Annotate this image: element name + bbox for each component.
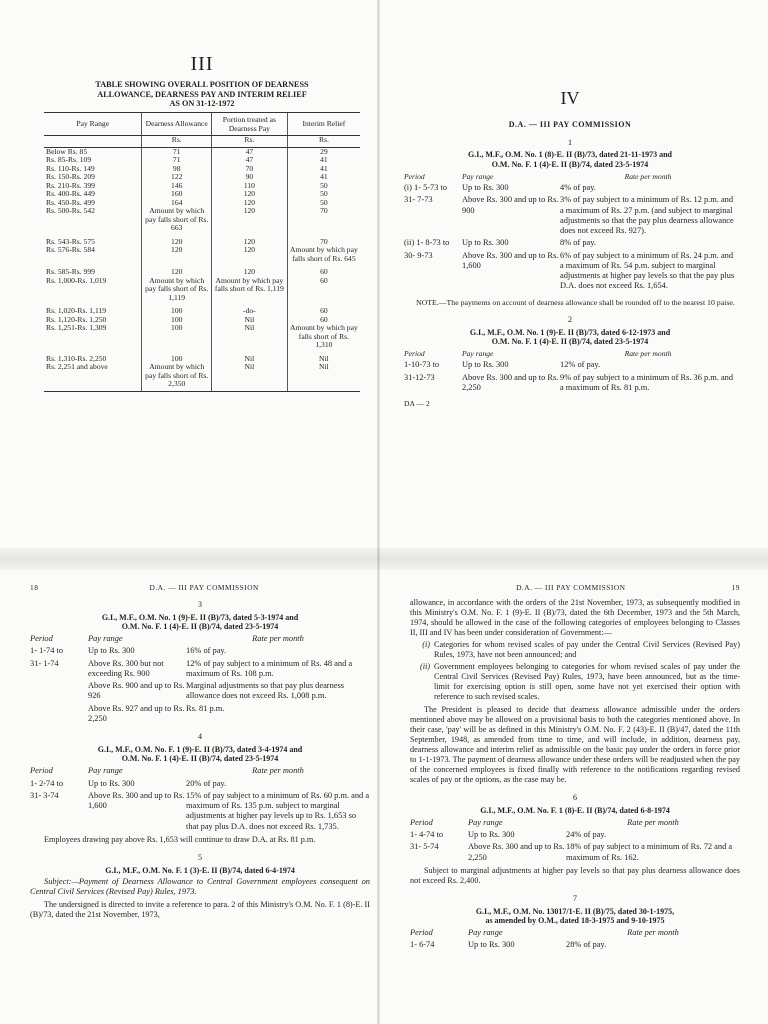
table-cell: Rs. 1,000-Rs. 1,019 [46,275,107,285]
table-header-row [44,112,360,136]
period-cell: 1- 1-74 to [30,646,64,656]
page-18 [30,583,370,1024]
rate-row [410,842,740,863]
table-cell: 120 [211,207,287,233]
page-number: 19 [731,583,740,592]
order-reference: G.I., M.F., O.M. No. 1 (8)-E. II (B)/73, dated 21-11-1973 and O.M. No. F. 1 (4)-E. II (B)/74, dated 23-5-1974 [468,150,672,169]
annex-iv-numeral: IV [560,88,580,108]
order-reference: G.I., M.F., O.M. No. F. 1 (8)-E. II (B)/74, dated 6-8-1974 [480,805,670,815]
table-row [44,263,360,277]
pay-range-cell: Above Rs. 300 and up to Rs. 1,600 [88,790,185,811]
pay-range-cell: Above Rs. 300 and up to Rs. 2,250 [468,842,565,862]
rate-row [404,251,736,292]
table-cell: 41 [287,156,360,165]
rate-cell: 9% of pay subject to a minimum of Rs. 36 p.m. and a maximum of Rs. 81 p.m. [560,372,734,392]
body-paragraph: The undersigned is directed to invite a reference to para. 2 of this Ministry's O.M. No. F. 1 (8)-E. II (B)/73, dated the 21st November, 1973, [30,900,370,920]
rate-row [404,373,736,394]
order-reference: G.I., M.F., O.M. No. 1 (9)-E. II (B)/73, dated 5-3-1974 and O.M. No. F. 1 (4)-E. II (B)/74, dated 23-5-1974 [101,612,299,631]
table-cell: 120 [211,190,287,199]
table-cell: 120 [211,233,287,247]
order-reference: G.I., M.F., O.M. No. 1 (9)-E. II (B)/73, dated 6-12-1973 and O.M. No. F. 1 (4)-E. II (B)/74, dated 23-5-1974 [469,327,671,347]
section-number: 1 [568,137,572,147]
period-cell: 30- 9-73 [404,250,433,260]
table-cell: 100 [142,324,212,350]
rate-cell: 18% of pay subject to a minimum of Rs. 72 and a maximum of Rs. 162. [566,842,733,862]
rate-column-headers: Period Pay range Rate per month [404,171,672,181]
table-cell: Amount by which pay falls short of Rs. 645 [287,246,360,263]
table-cell: 41 [287,173,360,182]
page-fold-horizontal [0,548,768,570]
running-title: D.A. — III PAY COMMISSION [149,583,259,592]
rate-row [30,791,370,832]
table-cell: 60 [287,277,360,303]
period-cell: 1- 6-74 [410,940,435,950]
rate-rows [30,646,370,724]
page-footer-mark: DA — 2 [404,399,430,409]
col-interim-relief: Interim Relief [287,112,360,136]
table-cell: Amount by which pay falls short of Rs. 1,119 [211,277,287,303]
table-cell: Rs. 2,251 and above [44,363,142,391]
rate-cell: 15% of pay subject to a minimum of Rs. 60 p.m. and a maximum of Rs. 135 p.m. subject to marginal adjustments at higher pay levels up to Rs. 1,653 so that pay plus D.A. does not exceed Rs. 1,735. [186,790,370,831]
rate-cell: 28% of pay. [566,940,607,950]
pay-range-cell: Above Rs. 300 and up to Rs. 2,250 [462,372,559,392]
section-number: 3 [198,600,202,610]
section-number: 6 [573,793,577,803]
order-reference: G.I., M.F., O.M. No. 13017/1-E. II (B)/75, dated 30-1-1975, as amended by O.M., dated 18-3-1975 and 9-10-1975 [475,906,675,925]
table-cell: -do- [211,302,287,316]
period-cell: 1-10-73 to [404,360,440,370]
period-cell: 31- 3-74 [30,790,59,800]
subject-line: Subject:—Payment of Dearness Allowance to Central Government employees consequent on Central Civil Services (Revised Pay) Rules, 1973. [30,876,370,896]
period-cell: 1- 2-74 to [30,778,64,788]
page-19 [410,583,740,1024]
period-cell [30,681,88,702]
table-cell: Rs. 585-Rs. 999 [46,267,95,277]
rate-rows [30,779,370,832]
table-cell: 60 [287,263,360,277]
rate-cell: 8% of pay. [560,238,596,248]
pay-range-cell: Up to Rs. 300 [462,183,509,193]
table-row [44,350,360,364]
da-position-table [44,112,360,392]
table-cell: 71 [142,147,212,156]
units-row: Rs. Rs. Rs. [44,136,360,148]
table-cell: 50 [287,199,360,208]
col-dearness-allowance: Dearness Allowance [142,112,212,136]
running-header [410,583,740,592]
pay-range-cell: Above Rs. 900 and up to Rs. 926 [88,681,185,701]
rate-cell: 3% of pay subject to a minimum of Rs. 12 p.m. and a maximum of Rs. 27 p.m. (and subject to marginal adjustments so that the pay plus dearness allowance does not exceed Rs. 927). [560,195,734,236]
rate-cell: 24% of pay. [566,830,607,840]
body-paragraph: The President is pleased to decide that dearness allowance admissible under the orders mentioned above may be allowed on a provisional basis to both the categories mentioned above. In their case, 'pay' will be as defined in this Ministry's O.M. No. F. 2 (43)-E. II (B)/47, dated the 11th September, 1948, as amended from time to time, and will include, in addition, dearness pay, dearness allowance and interim relief as admissible on the basic pay under the orders in force prior to 1-1-1973. The payment of dearness allowance under these orders will be readjusted when the pay of the concerned employees is fixed finally with reference to the notifications regarding revised scales of pay or the options, as the case may be. [410,705,740,785]
table-cell: Nil [211,316,287,325]
table-cell: Rs. 576-Rs. 584 [46,245,95,255]
rate-column-headers: Period Pay range Rate per month [404,349,672,359]
table-cell: 164 [142,199,212,208]
table-cell: 60 [287,316,360,325]
col-dearness-pay: Portion treated as Dearness Pay [211,112,287,136]
table-cell: Rs. 543-Rs. 575 [46,236,95,246]
rate-rows [404,360,736,393]
rate-row [404,183,736,193]
rate-row [410,830,740,840]
table-cell: 70 [287,233,360,247]
pay-range-cell: Up to Rs. 300 [462,360,509,370]
annex-iv-page [404,88,736,538]
section-number: 7 [573,893,577,903]
table-cell: 71 [142,156,212,165]
body-paragraph: allowance, in accordance with the orders of the 21st November, 1973, as subsequently modified in this Ministry's O.M. No. F. 1 (9)-E. II (B)/73, dated the 6th December, 1973 and the 5th March, 1974, should be allowed in the case of the following categories of employees belonging to Classes II, III and IV has been under consideration of Government:— [410,598,740,638]
period-cell: 31- 1-74 [30,658,59,668]
rate-column-headers: Period Pay range Rate per month [410,817,679,827]
table-cell: 100 [142,316,212,325]
col-pay-range: Pay Range [44,112,142,136]
table-cell: 60 [287,302,360,316]
table-cell: 122 [142,173,212,182]
annex-iii-numeral: III [190,53,214,75]
table-cell: 120 [211,246,287,263]
rate-column-headers: Period Pay range Rate per month [30,766,304,776]
table-cell: Rs. 450-Rs. 499 [46,197,95,207]
table-cell: Amount by which pay falls short of Rs. 1,119 [142,277,212,303]
table-cell: 50 [287,190,360,199]
order-reference: G.I., M.F., O.M. No. F. 1 (9)-E. II (B)/73, dated 3-4-1974 and O.M. No. F. 1 (4)-E. II (B)/74, dated 23-5-1974 [97,744,303,764]
table-cell: Nil [287,363,360,391]
period-cell: (ii) 1- 8-73 to [404,238,450,248]
table-cell: 70 [211,165,287,174]
period-cell [30,704,88,725]
rate-row [30,681,370,702]
table-cell: Rs. 400-Rs. 449 [46,189,95,199]
table-cell: Rs. 1,020-Rs. 1,119 [46,306,107,316]
rate-row [30,646,370,656]
table-cell: Rs. 1,120-Rs. 1,250 [46,314,107,324]
section-number: 4 [198,732,202,742]
pay-range-cell: Above Rs. 300 and up to Rs. 1,600 [462,250,559,270]
table-cell: 41 [287,165,360,174]
section-number: 2 [568,315,572,325]
table-cell: Rs. 210-Rs. 399 [46,180,95,190]
annex-iii-page [44,52,360,522]
table-row [44,246,360,263]
page-number: 18 [30,583,39,592]
table-row [44,302,360,316]
table-cell: 70 [287,207,360,233]
table-cell: Rs. 110-Rs. 149 [46,163,95,173]
rate-rows [410,830,740,863]
period-cell: (i) 1- 5-73 to [404,183,448,193]
rate-row [30,659,370,680]
rate-row [30,779,370,789]
table-cell: 100 [142,302,212,316]
rate-cell: 16% of pay. [186,646,227,656]
pay-range-cell: Up to Rs. 300 [88,646,135,656]
table-row [44,363,360,391]
rate-cell: Marginal adjustments so that pay plus dearness allowance does not exceed Rs. 1,008 p.m. [186,681,345,701]
pay-range-cell: Above Rs. 927 and up to Rs. 2,250 [88,703,185,723]
pay-range-cell: Up to Rs. 300 [468,830,515,840]
running-header [30,583,370,592]
section-note: Employees drawing pay above Rs. 1,653 will continue to draw D.A. at Rs. 81 p.m. [44,834,316,844]
table-cell: Nil [211,363,287,391]
table-cell: Amount by which pay falls short of Rs. 2,350 [142,363,212,391]
period-cell: 31- 5-74 [410,842,439,852]
table-cell: Rs. 1,310-Rs. 2,250 [46,353,107,363]
rate-cell: 20% of pay. [186,778,227,788]
table-cell: 110 [211,182,287,191]
table-row [44,233,360,247]
table-cell: 160 [142,190,212,199]
rate-cell: 6% of pay subject to a minimum of Rs. 24 p.m. and a maximum of Rs. 54 p.m. subject to marginal adjustments at higher pay levels so that the pay plus D.A. does not exceed Rs. 1,654. [560,250,735,291]
table-row [44,147,360,156]
list-item: (ii) Government employees belonging to categories for whom revised scales of pay under the Central Civil Services (Revised Pay) Rules, 1973, have been announced, but as the time-limit for exercising option is still open, some have not yet exercised their option with reference to such revised scales. [419,662,740,702]
table-cell: 50 [287,182,360,191]
table-cell: 120 [142,233,212,247]
rate-row [404,195,736,236]
table-cell: Nil [211,350,287,364]
table-cell: 29 [287,147,360,156]
rounding-note: NOTE.—The payments on account of dearness allowance shall be rounded off to the nearest 10 paise. [416,297,735,307]
table-cell: Amount by which pay falls short of Rs. 663 [142,207,212,233]
table-cell: Rs. 1,251-Rs. 1,309 [46,323,107,333]
rate-row [30,704,370,725]
table-row [44,324,360,350]
running-title: D.A. — III PAY COMMISSION [516,583,626,592]
table-cell: 98 [142,165,212,174]
pay-range-cell: Up to Rs. 300 [88,778,135,788]
pay-range-cell: Up to Rs. 300 [462,238,509,248]
table-body [44,136,360,392]
table-row [44,207,360,233]
table-row [44,277,360,303]
table-cell: Rs. 500-Rs. 542 [46,206,95,216]
rate-cell: 4% of pay. [560,183,596,193]
period-cell: 31- 7-73 [404,195,433,205]
table-cell: 120 [211,263,287,277]
section-number: 5 [198,852,202,862]
table-cell: Below Rs. 85 [46,146,88,156]
table-cell: 120 [142,263,212,277]
table-cell: 120 [211,199,287,208]
table-cell: 120 [142,246,212,263]
table-cell: Amount by which pay falls short of Rs. 1,310 [287,324,360,350]
table-cell: Rs. 85-Rs. 109 [46,155,92,165]
table-cell: Nil [287,350,360,364]
section-note: Subject to marginal adjustments at higher pay levels so that pay plus dearness allowance does not exceed Rs. 2,400. [410,865,740,885]
list-item: (i) Categories for whom revised scales of pay under the Central Civil Services (Revised Pay) Rules, 1973, have not been announced; and [422,640,740,660]
rate-cell: 12% of pay subject to a minimum of Rs. 48 and a maximum of Rs. 108 p.m. [186,658,353,678]
rate-row [410,940,740,950]
rate-cell: 12% of pay. [560,360,601,370]
annex-iii-title: TABLE SHOWING OVERALL POSITION OF DEARNESS ALLOWANCE, DEARNESS PAY AND INTERIM RELIEF AS ON 31-12-1972 [95,80,309,109]
table-cell: 90 [211,173,287,182]
page-fold-vertical [377,0,380,1024]
rate-row [404,360,736,370]
table-cell: 146 [142,182,212,191]
rate-row [404,238,736,248]
annex-iv-heading: D.A. — III PAY COMMISSION [508,119,632,129]
order-reference: G.I., M.F., O.M. No. F. 1 (3)-E. II (B)/74, dated 6-4-1974 [105,865,295,875]
rate-cell: Rs. 81 p.m. [186,703,225,713]
pay-range-cell: Up to Rs. 300 [468,940,515,950]
table-cell: Rs. 150-Rs. 209 [46,172,95,182]
period-cell: 31-12-73 [404,372,435,382]
pay-range-cell: Above Rs. 300 and up to Rs. 900 [462,195,559,215]
table-cell: Nil [211,324,287,350]
table-cell: 47 [211,156,287,165]
rate-column-headers: Period Pay range Rate per month [410,928,679,938]
rate-rows [410,940,740,950]
pay-range-cell: Above Rs. 300 but not exceeding Rs. 900 [88,658,164,678]
rate-column-headers: Period Pay range Rate per month [30,634,304,644]
table-cell: 100 [142,350,212,364]
period-cell: 1- 4-74 to [410,830,444,840]
table-cell: 47 [211,147,287,156]
rate-rows [404,183,736,292]
